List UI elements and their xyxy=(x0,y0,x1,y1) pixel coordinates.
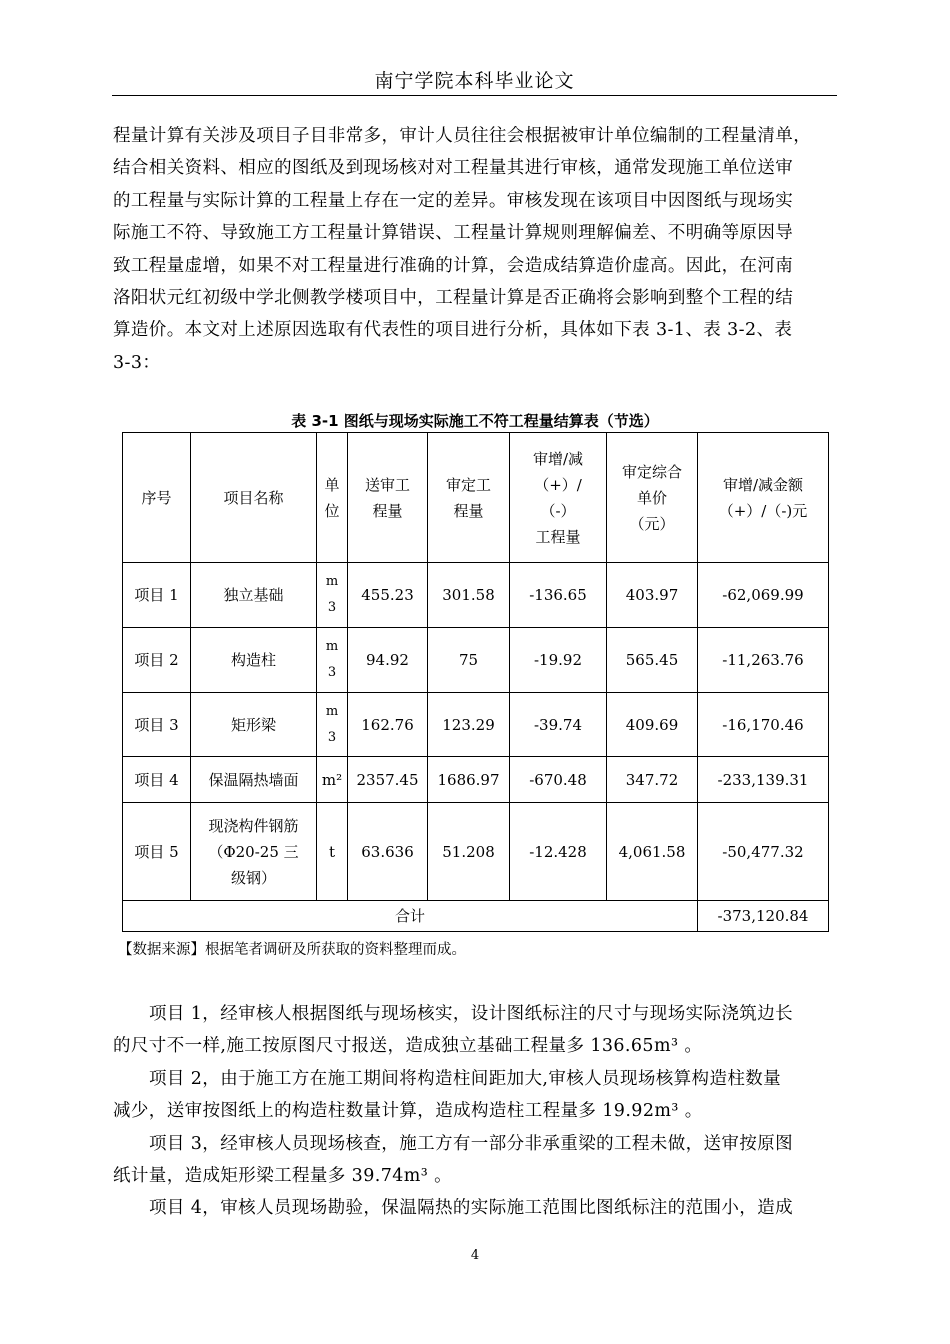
text-line: 致工程量虚增，如果不对工程量进行准确的计算，会造成结算造价虚高。因此，在河南 xyxy=(113,255,794,276)
unit-symbol: m xyxy=(325,703,339,719)
unit-symbol: m xyxy=(325,574,339,589)
total-label: 合计 xyxy=(123,901,698,932)
text-line: 的尺寸不一样,施工按原图尺寸报送，造成独立基础工程量多 136.65m³ 。 xyxy=(113,1036,703,1057)
text-line: 项目 2，由于施工方在施工期间将构造柱间距加大,审核人员现场核算构造柱数量 xyxy=(149,1068,782,1089)
text-line: 结合相关资料、相应的图纸及到现场核对对工程量其进行审核，通常发现施工单位送审 xyxy=(113,158,794,179)
header-diff-line: 工程量 xyxy=(535,527,581,546)
table-row xyxy=(123,563,829,628)
cell-no: 项目 2 xyxy=(123,628,191,693)
table-caption: 表 3-1 图纸与现场实际施工不符工程量结算表（节选） xyxy=(291,412,659,430)
cell-price: 403.97 xyxy=(607,563,698,628)
header-price-line: （元） xyxy=(629,514,675,533)
text-line: 算造价。本文对上述原因选取有代表性的项目进行分析，具体如下表 3-1、表 3-2、表 xyxy=(113,320,793,341)
table-header-row xyxy=(123,433,829,563)
table-row xyxy=(123,803,829,901)
cell-no: 项目 4 xyxy=(123,757,191,803)
cell-unit xyxy=(317,628,348,693)
cell-approved: 75 xyxy=(428,628,510,693)
cell-name: 独立基础 xyxy=(191,563,317,628)
header-approved-line: 程量 xyxy=(453,501,484,520)
text-line: 项目 1，经审核人根据图纸与现场核实，设计图纸标注的尺寸与现场实际浇筑边长 xyxy=(149,1004,793,1024)
cell-approved: 123.29 xyxy=(428,693,510,757)
text-line: 洛阳状元红初级中学北侧教学楼项目中，工程量计算是否正确将会影响到整个工程的结 xyxy=(113,288,794,309)
text-line: 项目 3，经审核人员现场核查，施工方有一部分非承重梁的工程未做，送审按原图 xyxy=(149,1133,793,1154)
cell-amount: -233,139.31 xyxy=(698,757,829,803)
cell-unit xyxy=(317,563,348,628)
table-row xyxy=(123,693,829,757)
text-line: 的工程量与实际计算的工程量上存在一定的差异。审核发现在该项目中因图纸与现场实 xyxy=(113,190,794,211)
cell-diff: -39.74 xyxy=(510,693,607,757)
header-sent-line: 程量 xyxy=(372,501,403,520)
cell-approved: 301.58 xyxy=(428,563,510,628)
unit-symbol: m xyxy=(325,639,339,654)
cell-name-line: 现浇构件钢筋 xyxy=(208,816,299,835)
header-amount xyxy=(698,433,829,563)
header-unit-line: 位 xyxy=(324,501,340,520)
table-total-row xyxy=(123,901,829,932)
header-amount-line: 审增/减金额 xyxy=(722,475,804,494)
cell-name xyxy=(191,803,317,901)
text-line: 3-3： xyxy=(113,352,161,373)
header-diff-line: （+）/ xyxy=(534,475,582,494)
table-row xyxy=(123,757,829,803)
table-source-note: 【数据来源】根据笔者调研及所获取的资料整理而成。 xyxy=(118,942,466,958)
header-unit xyxy=(317,433,348,563)
cell-amount: -11,263.76 xyxy=(698,628,829,693)
cell-sent: 63.636 xyxy=(348,803,428,901)
header-diff-line: 审增/减 xyxy=(532,449,584,468)
table-row xyxy=(123,628,829,693)
cell-amount: -62,069.99 xyxy=(698,563,829,628)
text-line: 程量计算有关涉及项目子目非常多，审计人员往往会根据被审计单位编制的工程量清单， xyxy=(113,126,812,146)
cell-price: 347.72 xyxy=(607,757,698,803)
cell-diff: -136.65 xyxy=(510,563,607,628)
intro-paragraph xyxy=(113,120,839,379)
header-no: 序号 xyxy=(123,433,191,563)
cell-approved: 51.208 xyxy=(428,803,510,901)
total-value: -373,120.84 xyxy=(698,901,829,932)
page-number: 4 xyxy=(470,1248,480,1263)
header-unit-line: 单 xyxy=(324,475,340,494)
cell-sent: 94.92 xyxy=(348,628,428,693)
header-price xyxy=(607,433,698,563)
text-line: 减少，送审按图纸上的构造柱数量计算，造成构造柱工程量多 19.92m³ 。 xyxy=(113,1101,703,1122)
quantity-settlement-table xyxy=(122,432,829,932)
cell-price: 565.45 xyxy=(607,628,698,693)
header-price-line: 单价 xyxy=(636,488,667,507)
text-line: 际施工不符、导致施工方工程量计算错误、工程量计算规则理解偏差、不明确等原因导 xyxy=(113,223,794,244)
cell-name: 保温隔热墙面 xyxy=(191,757,317,803)
cell-name-line: 级钢） xyxy=(230,868,276,887)
body-paragraphs xyxy=(113,998,839,1225)
unit-exponent: 3 xyxy=(327,729,337,745)
header-price-line: 审定综合 xyxy=(621,462,682,481)
cell-sent: 455.23 xyxy=(348,563,428,628)
text-line: 纸计量，造成矩形梁工程量多 39.74m³ 。 xyxy=(113,1166,453,1187)
cell-diff: -19.92 xyxy=(510,628,607,693)
cell-sent: 162.76 xyxy=(348,693,428,757)
cell-no: 项目 5 xyxy=(123,803,191,901)
cell-no: 项目 3 xyxy=(123,693,191,757)
cell-name: 矩形梁 xyxy=(191,693,317,757)
cell-price: 4,061.58 xyxy=(607,803,698,901)
cell-name: 构造柱 xyxy=(191,628,317,693)
cell-price: 409.69 xyxy=(607,693,698,757)
cell-approved: 1686.97 xyxy=(428,757,510,803)
header-approved xyxy=(428,433,510,563)
cell-amount: -50,477.32 xyxy=(698,803,829,901)
unit-exponent: 3 xyxy=(327,600,337,615)
header-sent xyxy=(348,433,428,563)
cell-amount: -16,170.46 xyxy=(698,693,829,757)
cell-unit: m² xyxy=(317,757,348,803)
cell-no: 项目 1 xyxy=(123,563,191,628)
cell-diff: -670.48 xyxy=(510,757,607,803)
unit-exponent: 3 xyxy=(327,665,337,680)
header-amount-line: （+）/（-)元 xyxy=(718,501,808,520)
header-name: 项目名称 xyxy=(191,433,317,563)
cell-unit xyxy=(317,693,348,757)
header-approved-line: 审定工 xyxy=(445,475,491,494)
header-divider xyxy=(112,95,837,96)
text-line: 项目 4，审核人员现场勘验，保温隔热的实际施工范围比图纸标注的范围小，造成 xyxy=(149,1198,793,1219)
cell-sent: 2357.45 xyxy=(348,757,428,803)
header-diff-line: （-） xyxy=(540,501,576,520)
header-sent-line: 送审工 xyxy=(364,475,410,494)
cell-diff: -12.428 xyxy=(510,803,607,901)
page-header-title: 南宁学院本科毕业论文 xyxy=(374,70,575,92)
cell-unit: t xyxy=(317,803,348,901)
header-diff xyxy=(510,433,607,563)
cell-name-line: （Φ20-25 三 xyxy=(208,842,299,861)
